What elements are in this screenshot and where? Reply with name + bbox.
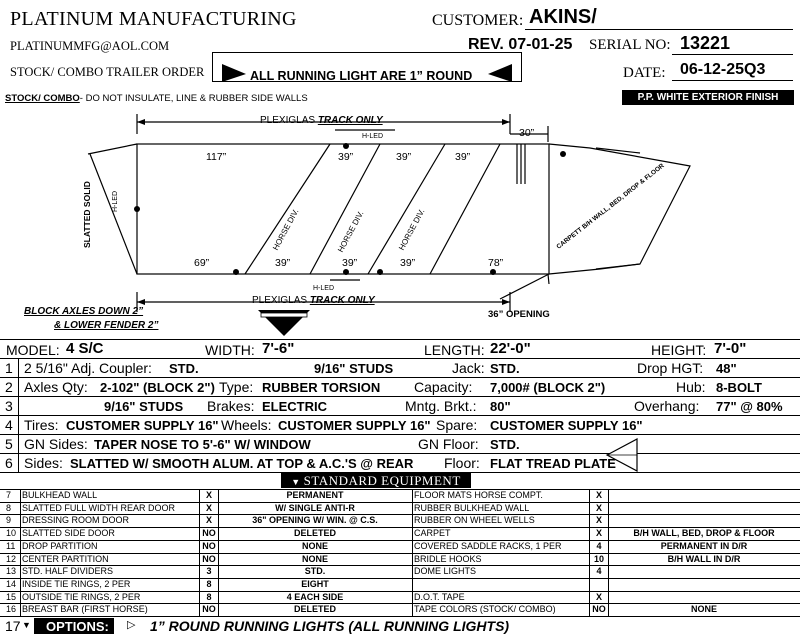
dim-top-1: 39” (338, 151, 354, 163)
standard-equipment-label: STANDARD EQUIPMENT (303, 473, 461, 488)
sides-label: Sides: (24, 455, 63, 471)
equipment-right: RUBBER ON WHEEL WELLS (414, 516, 535, 526)
led-light (490, 269, 496, 275)
equipment-row-rule (0, 514, 800, 515)
horse-div-label-2: HORSE DIV. (336, 209, 366, 254)
equipment-rnote: B/H WALL IN D/R (667, 554, 741, 564)
gooseneck-outline (549, 144, 690, 274)
equipment-num: 16 (6, 605, 17, 615)
banner-arrow-right (488, 64, 512, 82)
serial-value: 13221 (672, 34, 793, 55)
equipment-num: 15 (6, 592, 17, 602)
triangle-right-icon: ▷ (127, 619, 136, 631)
plexi-bottom-label (252, 296, 375, 306)
horse-divider-1 (245, 144, 330, 274)
floor-label: Floor: (444, 455, 480, 471)
horse-div-label-1: HORSE DIV. (271, 207, 301, 252)
equipment-row-rule (0, 591, 800, 592)
equipment-rc: 4 (596, 541, 602, 551)
tires-value: CUSTOMER SUPPLY 16" (66, 418, 219, 433)
date-value: 06-12-25Q3 (672, 62, 793, 81)
width-value: 7'-6" (262, 340, 295, 357)
equipment-lc: 3 (206, 567, 212, 577)
spec-rule (0, 377, 800, 378)
opening-note: 36” OPENING (488, 309, 550, 320)
type-value: RUBBER TORSION (262, 380, 381, 395)
sides-value: SLATTED W/ SMOOTH ALUM. AT TOP & A.C.'S @ REAR (70, 456, 414, 471)
equipment-lnote: W/ SINGLE ANTI-R (275, 503, 355, 513)
plexi-bottom-track: TRACK ONLY (309, 295, 375, 306)
capacity-value: 7,000# (BLOCK 2") (490, 380, 606, 395)
equipment-right: DOME LIGHTS (414, 567, 477, 577)
drop-value: 48" (716, 361, 737, 376)
equipment-left: BULKHEAD WALL (22, 491, 98, 500)
r1-studs: 9/16" STUDS (314, 361, 394, 376)
equipment-right: RUBBER BULKHEAD WALL (414, 503, 530, 513)
equipment-column-rule (589, 489, 590, 616)
banner-arrow-left (222, 64, 246, 82)
row-num: 6 (5, 455, 13, 471)
num-column-rule (18, 358, 19, 472)
horse-divider-3 (368, 144, 445, 274)
height-label: HEIGHT: (651, 342, 707, 358)
dim-bottom-3: 39” (400, 257, 416, 269)
width-label: WIDTH: (205, 342, 255, 358)
dim-69: 69” (194, 257, 210, 269)
dim-top-3: 39” (455, 151, 471, 163)
equipment-lnote: 4 EACH SIDE (286, 592, 344, 602)
equipment-rc: X (595, 491, 602, 500)
dim-bottom-2: 39” (342, 257, 358, 269)
block-axles-note-2: & LOWER FENDER 2” (54, 320, 159, 331)
equipment-rnote: NONE (690, 605, 717, 615)
slatted-solid-label: SLATTED SOLID (82, 181, 92, 248)
triangle-down-icon: ▼ (22, 620, 31, 630)
gn-sides-value: TAPER NOSE TO 5'-6" W/ WINDOW (94, 437, 311, 452)
plexi-top-track: TRACK ONLY (317, 115, 383, 126)
equipment-column-rule (608, 489, 609, 616)
mntg-label: Mntg. Brkt.: (405, 398, 477, 414)
equipment-left: INSIDE TIE RINGS, 2 PER (22, 579, 131, 589)
block-axles-note-1: BLOCK AXLES DOWN 2” (24, 306, 144, 317)
equipment-lnote: 36" OPENING W/ WIN. @ C.S. (252, 516, 378, 526)
row-num: 5 (5, 436, 13, 452)
mntg-value: 80" (490, 399, 511, 414)
plexi-bottom-text: PLEXIGLAS (252, 295, 308, 306)
spare-label: Spare: (436, 417, 478, 433)
gn-floor-value: STD. (490, 437, 520, 452)
rear-door-swing-top (88, 144, 137, 154)
equipment-right: BRIDLE HOOKS (414, 554, 482, 564)
spec-rule (0, 434, 800, 435)
equipment-lnote: DELETED (293, 529, 336, 539)
axles-value: 2-102" (BLOCK 2") (100, 380, 215, 395)
equipment-right: COVERED SADDLE RACKS, 1 PER (414, 541, 562, 551)
equipment-right: FLOOR MATS HORSE COMPT. (414, 491, 543, 500)
spec-rule (0, 396, 800, 397)
equipment-row-rule (0, 578, 800, 579)
length-value: 22'-0" (490, 340, 531, 357)
jack-label: Jack: (452, 360, 485, 376)
equipment-left: SLATTED FULL WIDTH REAR DOOR (22, 503, 176, 513)
equipment-lc: X (205, 516, 212, 526)
banner-text: ALL RUNNING LIGHT ARE 1” ROUND (250, 69, 473, 83)
dim-top-2: 39” (396, 151, 412, 163)
floor-value: FLAT TREAD PLATE (490, 456, 616, 471)
equipment-left: DROP PARTITION (22, 541, 98, 551)
equipment-row-rule (0, 527, 800, 528)
r3-studs: 9/16" STUDS (104, 399, 184, 414)
equipment-lnote: EIGHT (301, 579, 329, 589)
gn-sides-label: GN Sides: (24, 436, 88, 452)
spec-rule (0, 358, 800, 359)
date-label: DATE: (623, 65, 666, 81)
side-door-swing (500, 274, 549, 299)
equipment-num: 7 (6, 491, 12, 500)
dim-117: 117” (206, 151, 227, 163)
equipment-num: 9 (6, 516, 12, 526)
equipment-rc: X (595, 516, 602, 526)
axles-label: Axles Qty: (24, 379, 88, 395)
equipment-column-rule (218, 489, 219, 616)
equipment-rc: 4 (596, 567, 602, 577)
arrow-head (137, 299, 145, 305)
floor-marker (605, 437, 641, 473)
plexi-top-text: PLEXIGLAS (260, 115, 316, 126)
spec-rule (0, 339, 800, 340)
equipment-num: 11 (6, 541, 16, 551)
led-light (233, 269, 239, 275)
brakes-label: Brakes: (207, 398, 255, 414)
equipment-lc: NO (202, 554, 216, 564)
equipment-rc: X (595, 529, 602, 539)
drop-label: Drop HGT: (637, 360, 704, 376)
coupler-value: STD. (169, 361, 199, 376)
serial-label: SERIAL NO: (589, 37, 671, 53)
equipment-right: TAPE COLORS (STOCK/ COMBO) (414, 605, 556, 615)
exterior-finish: P.P. WHITE EXTERIOR FINISH (622, 90, 794, 105)
hub-value: 8-BOLT (716, 380, 762, 395)
options-rule (0, 616, 800, 617)
equipment-column-rule (199, 489, 200, 616)
options-text: 1” ROUND RUNNING LIGHTS (ALL RUNNING LIGHTS) (150, 618, 510, 634)
equipment-num: 10 (6, 529, 17, 539)
row-num: 3 (5, 398, 13, 414)
row-num: 4 (5, 417, 13, 433)
overhang-value: 77" @ 80% (716, 399, 783, 414)
equipment-lc: 8 (206, 579, 212, 589)
equipment-column-rule (412, 489, 413, 616)
horse-div-label-3: HORSE DIV. (397, 207, 427, 252)
equipment-lnote: DELETED (293, 605, 336, 615)
company-name: PLATINUM MANUFACTURING (10, 8, 297, 30)
jack-value: STD. (490, 361, 520, 376)
length-label: LENGTH: (424, 342, 485, 358)
gn-floor-label: GN Floor: (418, 436, 479, 452)
hled-left-label: H-LED (112, 190, 119, 212)
led-light (560, 151, 566, 157)
equipment-lc: X (205, 503, 212, 513)
coupler-label: 2 5/16" Adj. Coupler: (24, 360, 152, 376)
led-light (343, 143, 349, 149)
trailer-body (137, 144, 549, 274)
dim-30: 30” (519, 127, 535, 139)
equipment-lnote: NONE (301, 554, 328, 564)
equipment-num: 13 (6, 567, 17, 577)
led-light (377, 269, 383, 275)
equipment-row-rule (0, 603, 800, 604)
overhang-label: Overhang: (634, 398, 700, 414)
equipment-rnote: B/H WALL, BED, DROP & FLOOR (633, 529, 775, 539)
options-label: OPTIONS: (34, 618, 114, 634)
brakes-value: ELECTRIC (262, 399, 327, 414)
hled-bottom-label: H-LED (313, 285, 335, 292)
instructions-prefix: STOCK/ COMBO (5, 93, 80, 104)
equipment-rnote: PERMANENT IN D/R (660, 541, 748, 551)
equipment-row-rule (0, 540, 800, 541)
standard-equipment-title (281, 472, 471, 488)
led-light (134, 206, 140, 212)
equipment-lnote: STD. (304, 567, 326, 577)
equipment-lnote: PERMANENT (286, 491, 344, 500)
row-num: 1 (5, 360, 13, 376)
height-value: 7'-0" (714, 340, 747, 357)
nose-window-bottom (596, 264, 640, 269)
triangle-down-icon: ▼ (291, 477, 304, 487)
rear-door-swing (90, 154, 137, 274)
equipment-left: SLATTED SIDE DOOR (22, 529, 115, 539)
hub-label: Hub: (676, 379, 706, 395)
equipment-left: BREAST BAR (FIRST HORSE) (22, 605, 148, 615)
capacity-label: Capacity: (414, 379, 473, 395)
model-label: MODEL: (6, 342, 60, 358)
wheels-label: Wheels: (221, 417, 272, 433)
equipment-row-rule (0, 502, 800, 503)
hled-top-label: H-LED (362, 133, 384, 140)
equipment-rc: NO (592, 605, 606, 615)
axle-marker-band (261, 313, 307, 317)
equipment-num: 12 (6, 554, 17, 564)
plexi-top-label (260, 116, 383, 126)
model-value: 4 S/C (66, 340, 104, 357)
equipment-rc: X (595, 503, 602, 513)
equipment-row-rule (0, 565, 800, 566)
equipment-num: 8 (6, 503, 12, 513)
trailer-floorplan (0, 104, 800, 340)
customer-value: AKINS/ (525, 7, 793, 30)
arrow-head (137, 119, 145, 125)
revision: REV. 07-01-25 (468, 36, 573, 53)
equipment-right: CARPET (414, 529, 451, 539)
equipment-left: CENTER PARTITION (22, 554, 109, 564)
instructions-text: - DO NOT INSULATE, LINE & RUBBER SIDE WALLS (79, 93, 308, 104)
horse-divider-2 (310, 144, 380, 274)
company-email: PLATINUMMFG@AOL.COM (10, 39, 170, 53)
equipment-lc: NO (202, 605, 216, 615)
equipment-row-rule (0, 553, 800, 554)
horse-divider-4 (430, 144, 500, 274)
dim-bottom-4: 78” (488, 257, 504, 269)
order-type: STOCK/ COMBO TRAILER ORDER (10, 65, 205, 79)
spare-value: CUSTOMER SUPPLY 16" (490, 418, 643, 433)
equipment-column-rule (20, 489, 21, 616)
spec-rule (0, 415, 800, 416)
equipment-rc: 10 (593, 554, 604, 564)
options-num: 17 (5, 618, 21, 634)
spec-rule (0, 453, 800, 454)
equipment-lnote: NONE (301, 541, 328, 551)
carpet-note: CARPETT B/H WALL, BED, DROP & FLOOR (555, 162, 666, 251)
customer-label: CUSTOMER: (432, 12, 524, 29)
equipment-left: STD. HALF DIVIDERS (22, 567, 114, 577)
led-light (343, 269, 349, 275)
dim-bottom-1: 39” (275, 257, 291, 269)
wheels-value: CUSTOMER SUPPLY 16" (278, 418, 431, 433)
instructions (5, 94, 308, 104)
type-label: Type: (219, 379, 254, 395)
side-door-edge (548, 274, 549, 284)
equipment-lc: NO (202, 529, 216, 539)
equipment-row-rule (0, 489, 800, 490)
arrow-head (502, 119, 510, 125)
equipment-num: 14 (6, 579, 17, 589)
row-num: 2 (5, 379, 13, 395)
equipment-lc: NO (202, 541, 216, 551)
equipment-lc: X (205, 491, 212, 500)
equipment-lc: 8 (206, 592, 212, 602)
equipment-right: D.O.T. TAPE (414, 592, 465, 602)
equipment-left: OUTSIDE TIE RINGS, 2 PER (22, 592, 141, 602)
equipment-rc: X (595, 592, 602, 602)
tires-label: Tires: (24, 417, 59, 433)
equipment-left: DRESSING ROOM DOOR (22, 516, 130, 526)
arrow-head (502, 299, 510, 305)
